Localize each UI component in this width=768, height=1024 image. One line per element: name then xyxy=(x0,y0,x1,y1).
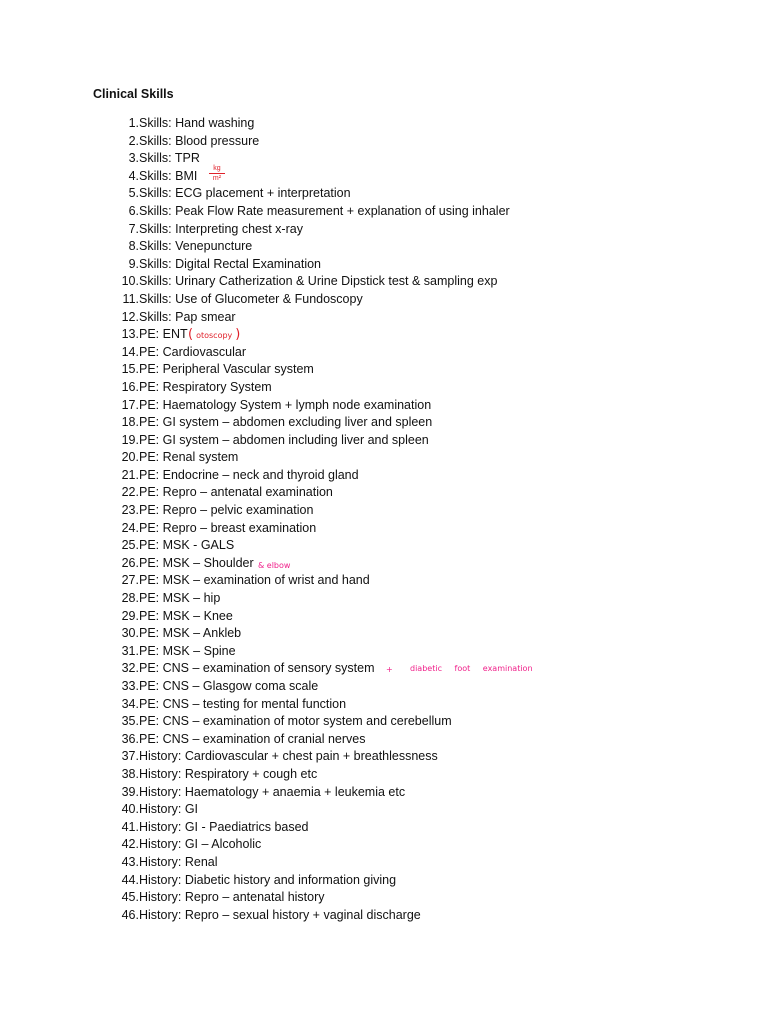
list-item-number: 14. xyxy=(121,344,139,359)
list-item xyxy=(112,555,291,573)
list-item-number: 30. xyxy=(121,626,139,641)
list-item-number: 13. xyxy=(121,327,139,342)
list-item xyxy=(112,889,325,907)
sensory-annotation: diabetic foot examination xyxy=(410,664,533,674)
list-item-number: 8. xyxy=(128,239,139,254)
list-item-number: 18. xyxy=(121,415,139,430)
list-item-text: PE: Peripheral Vascular system xyxy=(139,362,314,377)
list-item-number: 33. xyxy=(121,679,139,693)
list-item xyxy=(112,572,370,590)
bmi-numerator: kg xyxy=(213,164,221,172)
list-item xyxy=(112,133,260,151)
list-item-number: 36. xyxy=(121,731,139,746)
list-item xyxy=(112,608,233,626)
list-item-text: History: Cardiovascular + chest pain + breathlessness xyxy=(139,749,438,764)
list-item xyxy=(112,164,222,186)
list-item-number: 19. xyxy=(121,432,139,447)
list-item-text: History: GI - Paediatrics based xyxy=(139,819,309,834)
list-item-number: 10. xyxy=(121,274,139,289)
list-item-number: 24. xyxy=(121,520,139,535)
list-item xyxy=(112,203,510,221)
list-item-number: 5. xyxy=(128,186,139,201)
list-item xyxy=(112,432,429,450)
list-item-text: PE: MSK – Shoulder xyxy=(139,555,254,570)
list-item-number: 7. xyxy=(128,221,139,236)
list-item xyxy=(112,361,314,379)
list-item xyxy=(112,115,255,133)
list-item-number: 45. xyxy=(121,890,139,905)
list-item-number: 44. xyxy=(121,872,139,887)
list-item-text: PE: GI system – abdomen including liver and spleen xyxy=(139,432,429,447)
list-item xyxy=(112,678,319,696)
list-item xyxy=(112,221,303,239)
list-item-text: Skills: ECG placement + interpretation xyxy=(139,186,351,201)
list-item-text: PE: Respiratory System xyxy=(139,379,272,394)
list-item-text: History: GI – Alcoholic xyxy=(139,837,262,852)
list-item-number: 21. xyxy=(121,467,139,482)
list-item xyxy=(112,696,347,714)
list-item-number: 23. xyxy=(121,503,139,518)
list-item-text: Skills: TPR xyxy=(139,151,200,166)
list-item xyxy=(112,819,309,837)
list-item-text: PE: Repro – antenatal examination xyxy=(139,485,333,500)
list-item-number: 25. xyxy=(121,538,139,553)
list-item xyxy=(112,590,221,608)
list-item-text: PE: Repro – breast examination xyxy=(139,520,317,535)
list-item-text: PE: MSK – Spine xyxy=(139,643,236,658)
list-item xyxy=(112,449,239,467)
list-item-number: 15. xyxy=(121,362,139,377)
list-item xyxy=(112,784,406,802)
list-item xyxy=(112,625,242,643)
list-item-number: 4. xyxy=(128,168,139,183)
list-item-number: 26. xyxy=(121,555,139,570)
sensory-plus-annotation: + xyxy=(386,665,393,675)
list-item-text: PE: ENT xyxy=(139,327,188,342)
list-item xyxy=(112,291,363,309)
list-item-number: 31. xyxy=(121,643,139,658)
list-item xyxy=(112,907,421,925)
list-item-text: Skills: Blood pressure xyxy=(139,133,260,148)
list-item-text: Skills: Urinary Catherization & Urine Dipstick test & sampling exp xyxy=(139,274,498,289)
ent-annotation xyxy=(188,326,240,345)
document-title: Clinical Skills xyxy=(93,87,174,101)
list-item xyxy=(112,256,322,274)
list-item xyxy=(112,801,199,819)
bmi-formula-annotation xyxy=(209,165,225,182)
list-item xyxy=(112,185,351,203)
list-item-number: 32. xyxy=(121,661,139,676)
list-item-number: 34. xyxy=(121,696,139,711)
list-item-number: 28. xyxy=(121,591,139,606)
list-item-text: History: Repro – sexual history + vaginal discharge xyxy=(139,907,421,922)
list-item-text: History: Haematology + anaemia + leukemia etc xyxy=(139,784,406,799)
list-item-text: PE: MSK – Ankleb xyxy=(139,626,242,641)
list-item-number: 41. xyxy=(121,819,139,834)
list-item xyxy=(112,731,366,749)
list-item xyxy=(112,836,262,854)
list-item xyxy=(112,344,246,362)
list-item-text: PE: Cardiovascular xyxy=(139,344,246,359)
list-item xyxy=(112,273,498,291)
list-item-text: Skills: Peak Flow Rate measurement + explanation of using inhaler xyxy=(139,203,510,218)
list-item-text: PE: Haematology System + lymph node examination xyxy=(139,397,432,412)
list-item-text: Skills: Venepuncture xyxy=(139,239,253,254)
list-item-text: PE: CNS – Glasgow coma scale xyxy=(139,679,319,693)
list-item-number: 1. xyxy=(128,116,139,130)
list-item-text: Skills: Digital Rectal Examination xyxy=(139,256,322,271)
list-item-text: Skills: Pap smear xyxy=(139,309,236,324)
list-item-text: PE: Renal system xyxy=(139,450,239,465)
list-item-text: History: Respiratory + cough etc xyxy=(139,766,318,781)
list-item-text: History: GI xyxy=(139,802,199,817)
skills-list xyxy=(112,115,533,924)
list-item-number: 29. xyxy=(121,608,139,623)
list-item-text: PE: MSK – Knee xyxy=(139,608,233,623)
list-item-number: 38. xyxy=(121,766,139,781)
list-item-text: PE: MSK – examination of wrist and hand xyxy=(139,573,370,588)
list-item xyxy=(112,238,253,256)
list-item-number: 17. xyxy=(121,397,139,412)
close-paren: ) xyxy=(235,327,241,343)
list-item-text: PE: GI system – abdomen excluding liver and spleen xyxy=(139,415,433,430)
list-item-number: 46. xyxy=(121,907,139,922)
list-item-number: 43. xyxy=(121,854,139,869)
list-item xyxy=(112,309,236,327)
list-item-text: History: Diabetic history and information giving xyxy=(139,872,397,887)
bmi-denominator: m² xyxy=(212,174,222,182)
list-item-number: 3. xyxy=(128,151,139,166)
list-item-number: 42. xyxy=(121,837,139,852)
list-item-number: 9. xyxy=(128,256,139,271)
list-item xyxy=(112,854,218,872)
list-item-number: 16. xyxy=(121,379,139,394)
list-item xyxy=(112,520,317,538)
list-item-number: 20. xyxy=(121,450,139,465)
list-item xyxy=(112,748,438,766)
list-item-text: History: Renal xyxy=(139,854,218,869)
list-item-text: PE: Repro – pelvic examination xyxy=(139,503,314,518)
list-item-text: History: Repro – antenatal history xyxy=(139,890,325,905)
list-item-text: PE: CNS – examination of cranial nerves xyxy=(139,731,366,746)
list-item-number: 37. xyxy=(121,749,139,764)
list-item xyxy=(112,502,314,520)
list-item-number: 22. xyxy=(121,485,139,500)
list-item xyxy=(112,766,318,784)
list-item-text: PE: Endocrine – neck and thyroid gland xyxy=(139,467,359,482)
list-item-number: 39. xyxy=(121,784,139,799)
open-paren: ( xyxy=(188,327,194,343)
list-item-number: 40. xyxy=(121,802,139,817)
list-item-text: Skills: BMI xyxy=(139,168,198,183)
list-item xyxy=(112,379,272,397)
list-item xyxy=(112,467,359,485)
list-item-text: Skills: Interpreting chest x-ray xyxy=(139,221,303,236)
fraction-bar xyxy=(209,173,225,174)
ent-note: otoscopy xyxy=(196,331,233,341)
list-item-text: PE: MSK – hip xyxy=(139,591,221,606)
list-item-number: 27. xyxy=(121,573,139,588)
list-item xyxy=(112,397,432,415)
list-item-text: PE: CNS – examination of motor system and cerebellum xyxy=(139,714,452,729)
list-item-number: 6. xyxy=(128,203,139,218)
list-item-text: Skills: Use of Glucometer & Fundoscopy xyxy=(139,291,363,306)
list-item-number: 11. xyxy=(122,291,139,306)
list-item xyxy=(112,643,236,661)
list-item xyxy=(112,326,241,344)
list-item xyxy=(112,713,452,731)
list-item-text: PE: CNS – testing for mental function xyxy=(139,696,347,711)
list-item-text: PE: MSK - GALS xyxy=(139,538,235,553)
shoulder-annotation: & elbow xyxy=(258,560,291,570)
list-item-text: Skills: Hand washing xyxy=(139,116,255,130)
list-item-text: PE: CNS – examination of sensory system xyxy=(139,661,375,676)
list-item xyxy=(112,484,333,502)
list-item xyxy=(112,872,397,890)
list-item xyxy=(112,537,235,555)
list-item-number: 2. xyxy=(128,133,139,148)
list-item xyxy=(112,660,533,678)
list-item-number: 12. xyxy=(121,309,139,324)
list-item xyxy=(112,414,433,432)
list-item-number: 35. xyxy=(121,714,139,729)
list-item xyxy=(112,150,200,168)
